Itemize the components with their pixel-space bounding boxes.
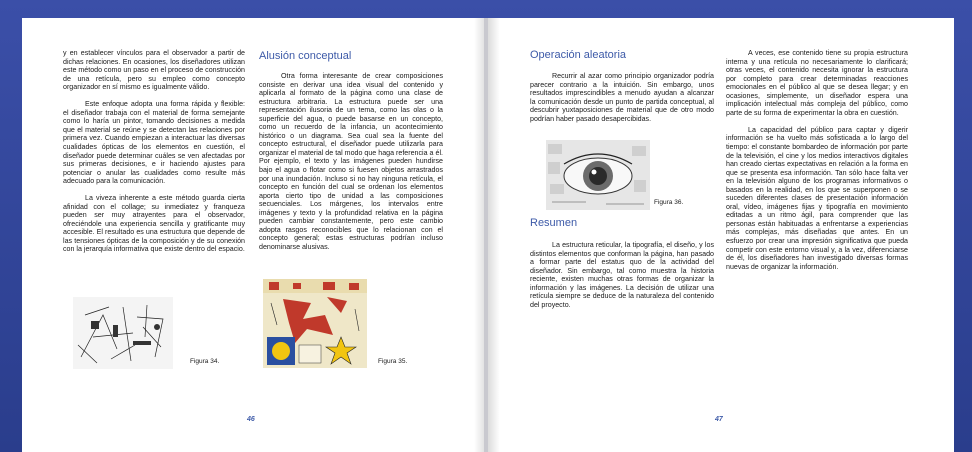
right-page-column-1-top — [530, 72, 714, 132]
figure-34-caption: Figura 34. — [190, 358, 220, 365]
page-number-46: 46 — [247, 416, 255, 423]
heading-resumen: Resumen — [530, 217, 578, 229]
right-page-column-1-bottom — [530, 241, 714, 318]
paragraph: Este enfoque adopta una forma rápida y flexible: el diseñador trabaja con el material de forma semejante como lo haría un pintor, tomando decisiones a medida que el material se reúne y se detectan las relaciones por primera vez. Cuando empiezan a interactuar las diversas cualidades ópticas de los elementos en cuestión, el diseñador puede determinar cuáles se ven afectadas por sus primeras decisiones, e ir haciendo ajustes para potenciar o anular las cualidades como resulte más adecuado para la comunicación. — [63, 100, 245, 186]
page-number-47: 47 — [715, 416, 723, 423]
paragraph: Recurrir al azar como principio organizador podría parecer contrario a la intuición. Sin embargo, unos resultados imprescindibles a menudo ayudan a alcanzar la comunicación desde un punto de partida conceptual, al descubrir yuxtaposiciones de material que de otro modo podrían haber pasado desapercibidas. — [530, 72, 714, 123]
paragraph: Otra forma interesante de crear composiciones consiste en derivar una idea visual del contenido y aplicarla al formato de la página como una clase de estructura arbitraria. La estructura puede ser una representación ilusoria de un tema, como las olas o la superficie del agua, o puede basarse en un concepto, como un recuerdo de la infancia, un acontecimiento histórico o un diagrama. Sea cual sea la fuente del concepto estructural, el diseñador puede utilizarla para organizar el material de tal modo que haga referencia a él. Por ejemplo, el texto y las imágenes pueden hundirse bajo el agua o flotar como si fuesen objetos arrastrados por una inundación. Incluso si no hay ninguna retícula, el concepto en función del cual se ordenan los elementos aporta cierto tipo de unidad a las composiciones secuenciales. Los márgenes, los intervalos entre imágenes y texto y la profundidad relativa en la página pueden cambiar constantemente, pero este cambio adopta rasgos reconocibles que lo relacionan con el concepto general; estas estructuras podrían incluso denominarse alusivas. — [259, 72, 443, 251]
paragraph: La estructura reticular, la tipografía, el diseño, y los distintos elementos que conforman la página, han pasado a formar parte del estatus quo de la actividad del diseñador. Sin embargo, tal como muestra la historia reciente, existen muchas otras formas de organizar la información y las imágenes. La decisión de utilizar una retícula siempre se deduce de la naturaleza del contenido del proyecto. — [530, 241, 714, 309]
figure-36-caption: Figura 36. — [654, 199, 684, 206]
figure-35-caption: Figura 35. — [378, 358, 408, 365]
left-page-column-1 — [63, 49, 245, 263]
left-gutter-shadow — [474, 18, 484, 452]
paragraph: y en establecer vínculos para el observador a partir de dichas relaciones. En ocasiones, los diseñadores utilizan este método como un paso en el proceso de construcción de una retícula, pero su empleo como concepto organizador en sí mismo es igualmente válido. — [63, 49, 245, 92]
paragraph: La capacidad del público para captar y digerir información se ha vuelto más sofisticada a lo largo del tiempo: el constante bombardeo de información por parte de la televisión, el cine y los medios interactivos digitales han creado ciertas expectativas en relación a la forma en que se presenta esa información. Tan sólo hace falta ver en la televisión alguno de los programas informativos o basados en la realidad, en los que se superponen o se suceden diferentes clases de presentación información oral, vídeo, imágenes fijas y tipografía en movimiento editadas a un ritmo ágil, para comprender que las personas están habituadas a enfrentarse a experiencias más complejas, más diseñadas que antes. En un esfuerzo por crear una impresión significativa que pueda competir con este entorno visual y, a la vez, diferenciarse de él, los diseñadores han investigado diversas formas nuevas de organizar la información. — [726, 125, 908, 271]
heading-alusion-conceptual: Alusión conceptual — [259, 50, 352, 62]
figure-36-image — [546, 140, 650, 210]
paragraph: A veces, ese contenido tiene su propia estructura interna y una retícula no necesariamente lo clarificará; otras veces, el contenido necesita ignorar la estructura por completo para crear determinadas reacciones emocionales en el público al que se desea llegar; y en ocasiones, simplemente, un diseñador espera una implicación intelectual más compleja del público, como parte de su forma de experimentar la obra en cuestión. — [726, 49, 908, 117]
heading-operacion-aleatoria: Operación aleatoria — [530, 49, 627, 61]
figure-34-image — [73, 297, 173, 369]
right-gutter-shadow — [488, 18, 500, 452]
paragraph: La viveza inherente a este método guarda cierta afinidad con el collage; su inmediatez y franqueza pueden ser muy atrayentes para el observador, ofreciéndole una experiencia sencilla y gratificante muy accesible. El resultado es una estructura que depende de las tensiones ópticas de la composición y de su conexión con la jerarquía informativa que existe dentro del espacio. — [63, 194, 245, 254]
right-page-column-2 — [726, 49, 908, 280]
left-page-column-2 — [259, 72, 443, 260]
figure-35-image — [263, 279, 367, 368]
